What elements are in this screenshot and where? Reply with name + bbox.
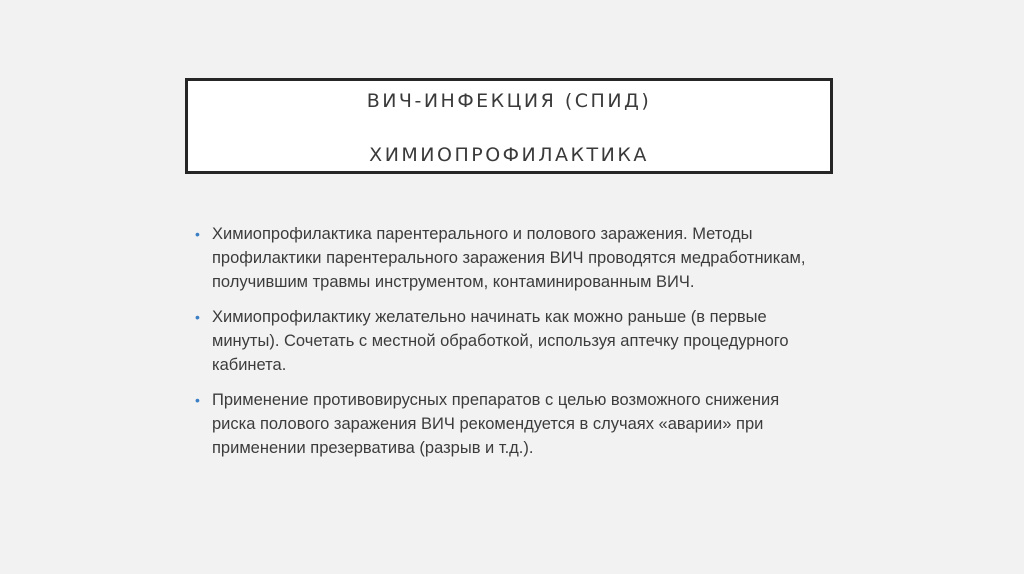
- bullet-list: [195, 222, 815, 471]
- bullet-icon: •: [195, 226, 200, 242]
- bullet-item: [195, 388, 815, 460]
- title-box: [185, 78, 833, 174]
- bullet-icon: •: [195, 309, 200, 325]
- bullet-item: [195, 222, 815, 294]
- slide-title: ВИЧ-ИНФЕКЦИЯ (СПИД): [366, 90, 652, 112]
- bullet-item: [195, 305, 815, 377]
- bullet-icon: •: [195, 392, 200, 408]
- slide-subtitle: ХИМИОПРОФИЛАКТИКА: [369, 144, 649, 166]
- bullet-text: Применение противовирусных препаратов с целью возможного снижения риска полового заражения ВИЧ рекомендуется в случаях «аварии» при применении презерватива (разрыв и т.д.).: [212, 391, 780, 457]
- bullet-text: Химиопрофилактику желательно начинать как можно раньше (в первые минуты). Сочетать с местной обработкой, используя аптечку процедурного кабинета.: [212, 308, 789, 374]
- bullet-text: Химиопрофилактика парентерального и полового заражения. Методы профилактики парентерального заражения ВИЧ проводятся медработникам, получившим травмы инструментом, контаминированным ВИЧ.: [212, 225, 806, 291]
